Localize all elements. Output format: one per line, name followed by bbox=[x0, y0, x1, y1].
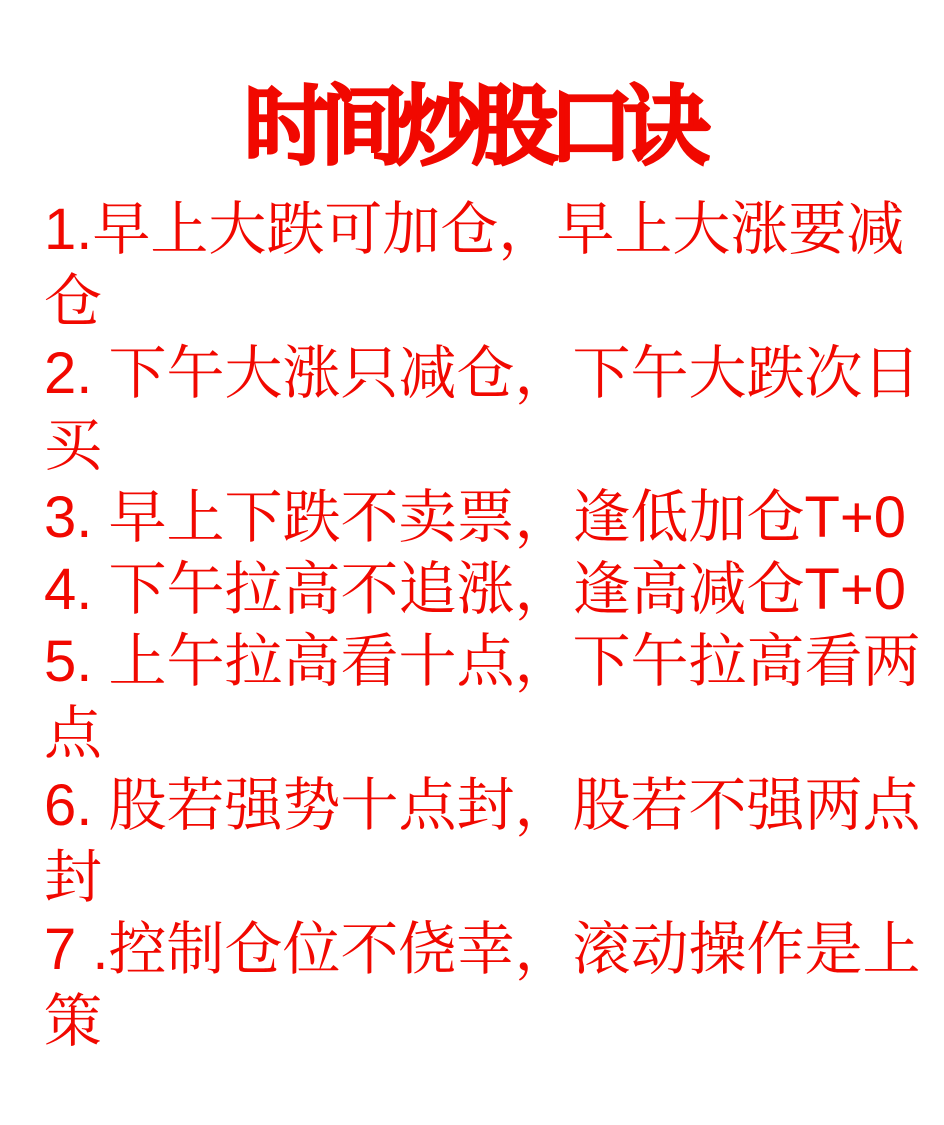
rhyme-line-5: 5. 上午拉高看十点，下午拉高看两点 bbox=[44, 629, 921, 766]
rhyme-line-2: 2. 下午大涨只减仓，下午大跌次日买 bbox=[44, 341, 921, 478]
rhyme-list bbox=[0, 194, 944, 1058]
rhyme-line-6: 6. 股若强势十点封，股若不强两点封 bbox=[44, 773, 921, 910]
rhyme-line-1: 1.早上大跌可加仓，早上大涨要减仓 bbox=[44, 197, 905, 334]
rhyme-line-4: 4. 下午拉高不追涨，逢高减仓T+0 bbox=[44, 557, 907, 622]
rhyme-line-3: 3. 早上下跌不卖票，逢低加仓T+0 bbox=[44, 485, 907, 550]
document-page bbox=[0, 79, 944, 1125]
rhyme-line-7: 7 .控制仓位不侥幸，滚动操作是上策 bbox=[44, 917, 921, 1054]
page-title: 时间炒股口诀 bbox=[244, 79, 700, 175]
